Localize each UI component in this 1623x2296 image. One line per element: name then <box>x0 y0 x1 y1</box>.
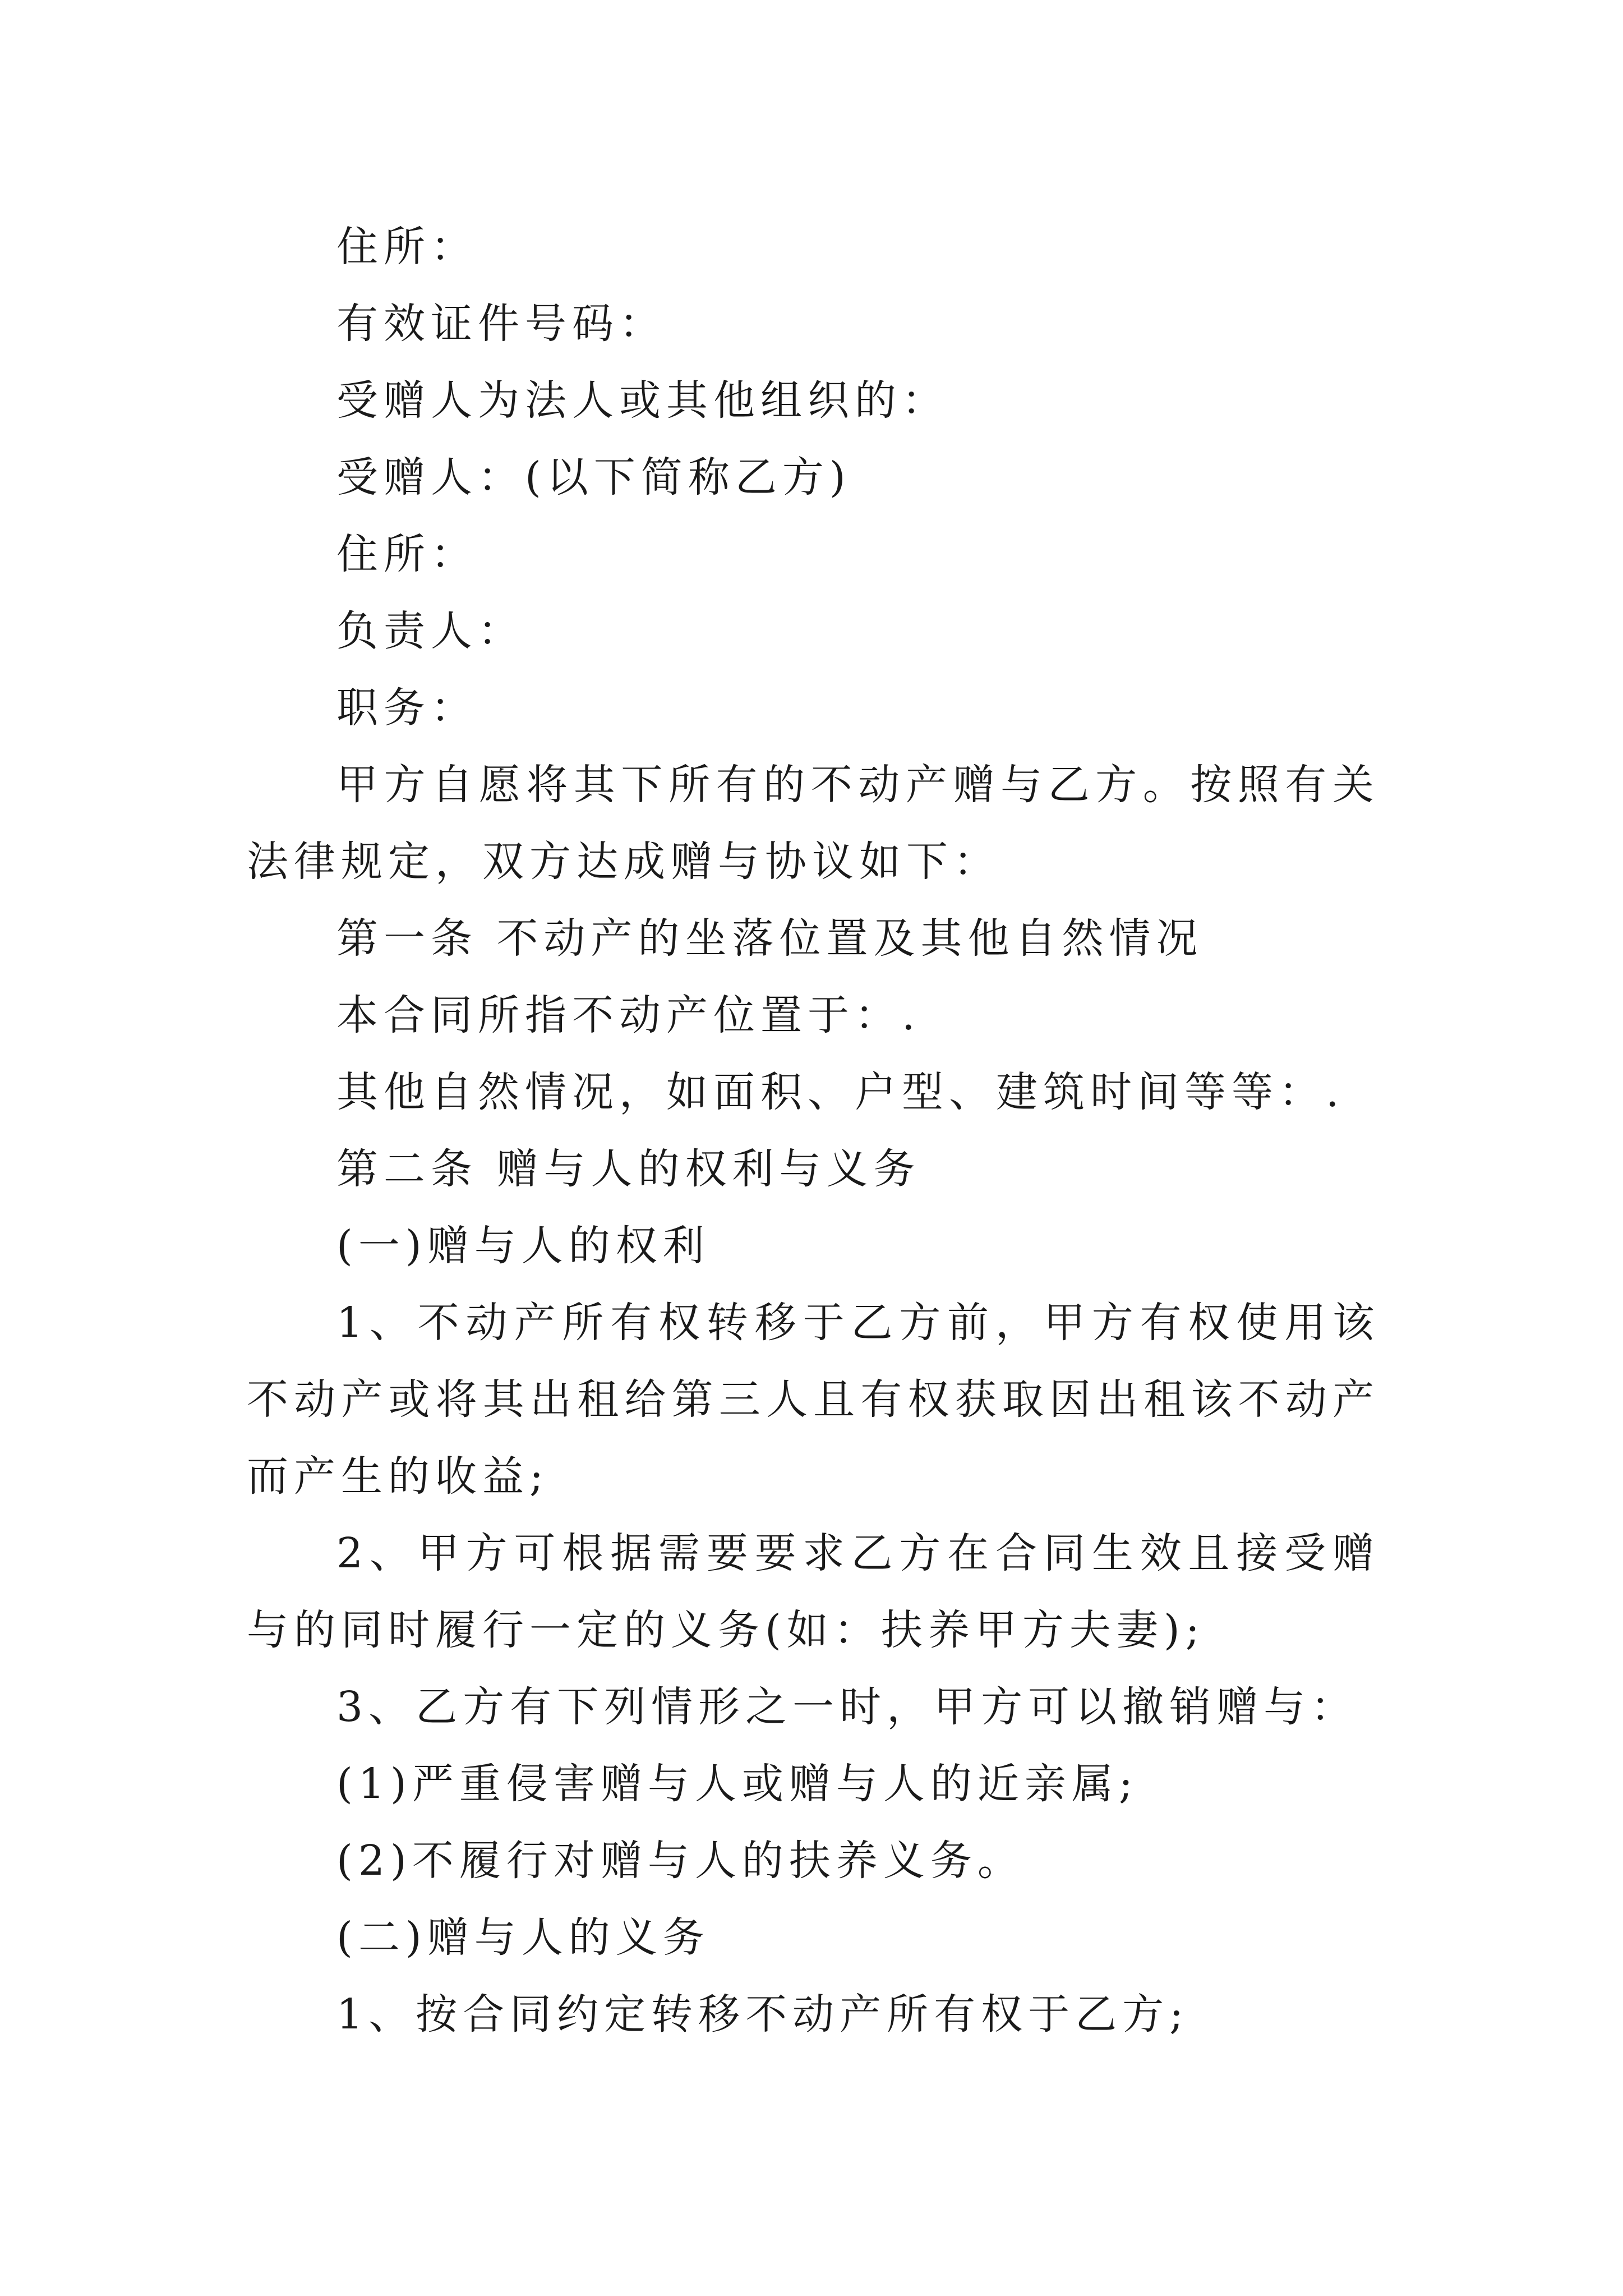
paragraph-person-in-charge: 负责人： <box>336 607 525 655</box>
article-one-heading: 第一条 不动产的坐落位置及其他自然情况 <box>336 914 1204 963</box>
paragraph-residence: 住所： <box>336 223 478 271</box>
section-donor-obligations-heading: (二)赠与人的义务 <box>336 1913 710 1962</box>
donor-obligation-item-1: 1、按合同约定转移不动产所有权于乙方; <box>336 1990 1189 2039</box>
revocation-case-1: (1)严重侵害赠与人或赠与人的近亲属; <box>336 1760 1138 1808</box>
paragraph-donee: 受赠人：(以下简称乙方) <box>336 453 851 501</box>
document-body <box>247 209 1380 2053</box>
paragraph-property-details: 其他自然情况，如面积、户型、建筑时间等等：. <box>336 1068 1345 1116</box>
paragraph-donee-residence: 住所： <box>336 530 478 578</box>
paragraph-agreement-intro: 甲方自愿将其下所有的不动产赠与乙方。按照有关法律规定，双方达成赠与协议如下： <box>247 761 1380 886</box>
section-donor-rights-heading: (一)赠与人的权利 <box>336 1222 710 1270</box>
revocation-case-2: (2)不履行对赠与人的扶养义务。 <box>336 1837 1025 1885</box>
paragraph-id-number: 有效证件号码： <box>336 300 666 348</box>
article-two-heading: 第二条 赠与人的权利与义务 <box>336 1145 921 1193</box>
paragraph-donee-organization: 受赠人为法人或其他组织的： <box>336 376 949 425</box>
donor-right-item-1: 1、不动产所有权转移于乙方前，甲方有权使用该不动产或将其出租给第三人且有权获取因出租该不动产而产生的收益; <box>247 1299 1380 1501</box>
donor-right-item-2: 2、甲方可根据需要要求乙方在合同生效且接受赠与的同时履行一定的义务(如：扶养甲方夫妻); <box>247 1529 1380 1654</box>
paragraph-position: 职务： <box>336 684 478 732</box>
paragraph-property-location: 本合同所指不动产位置于：. <box>336 991 921 1039</box>
donor-right-item-3: 3、乙方有下列情形之一时，甲方可以撤销赠与： <box>336 1683 1358 1731</box>
